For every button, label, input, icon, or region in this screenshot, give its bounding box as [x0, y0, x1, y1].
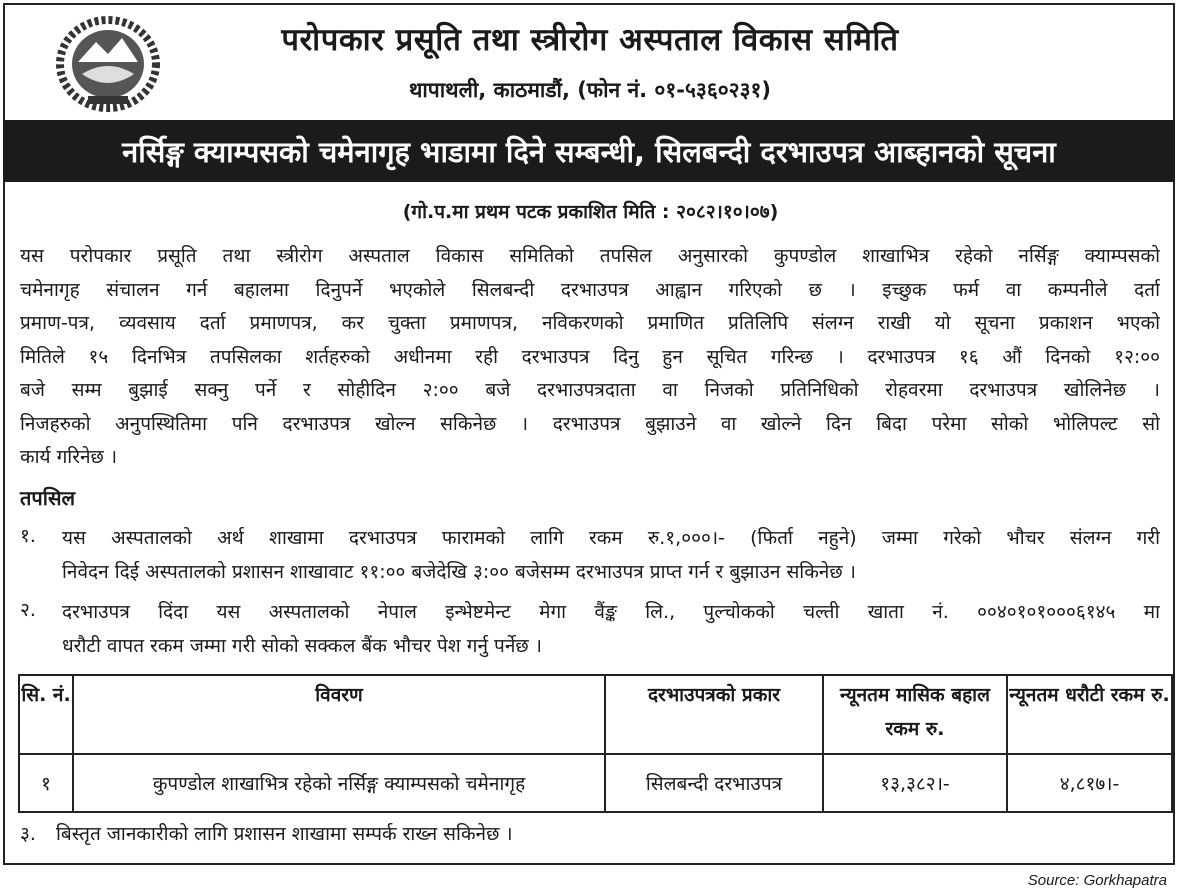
paragraph-line: बजे सम्म बुझाई सक्नु पर्ने र सोहीदिन २:०० बजे दरभाउपत्रदाता वा निजको प्रतिनिधिको रोहवरमा दरभाउपत्र खोलिनेछ ।	[20, 379, 1160, 401]
paragraph-line: प्रमाण-पत्र, व्यवसाय दर्ता प्रमाणपत्र, कर चुक्ता प्रमाणपत्र, नविकरणको प्रमाणित प्रतिलिपि संलग्न राखी यो सूचना प्रकाशन भएको	[20, 312, 1160, 334]
list-item	[20, 522, 1160, 589]
paragraph-line: मितिले १५ दिनभित्र तपसिलका शर्तहरुको अधीनमा रही दरभाउपत्र दिनु हुन सूचित गरिन्छ । दरभाउपत्र १६ औं दिनको १२:००	[20, 345, 1160, 368]
notice-title-band	[3, 120, 1175, 182]
col-header-type: दरभाउपत्रको प्रकार	[605, 675, 823, 754]
col-header-sn: सि. नं.	[19, 675, 73, 754]
notice-title: नर्सिङ्ग क्याम्पसको चमेनागृह भाडामा दिने सम्बन्धी, सिलबन्दी दरभाउपत्र आब्हानको सूचना	[122, 134, 1056, 169]
col-header-min-deposit: न्यूनतम धरौटी रकम रु.	[1007, 675, 1172, 754]
item-line: यस अस्पतालको अर्थ शाखामा दरभाउपत्र फारामको लागि रकम रु.१,०००।- (फिर्ता नहुने) जम्मा गरेको भौचर संलग्न गरी	[62, 527, 1160, 549]
note-item	[20, 820, 513, 846]
cell-min-deposit: ४,८१७।-	[1007, 754, 1172, 812]
tapasil-heading: तपसिल	[20, 486, 76, 510]
government-emblem-icon	[52, 12, 164, 112]
paragraph-line: कार्य गरिनेछ ।	[20, 446, 118, 468]
item-line: धरौटी वापत रकम जम्मा गरी सोको सक्कल बैंक भौचर पेश गर्नु पर्नेछ ।	[62, 634, 542, 657]
table-row	[19, 754, 1172, 812]
col-header-description: विवरण	[73, 675, 605, 754]
item-line: निवेदन दिई अस्पतालको प्रशासन शाखावाट ११:०० बजेदेखि ३:०० बजेसम्म दरभाउपत्र प्राप्त गर्न र बुझाउन सकिनेछ ।	[62, 560, 856, 583]
item-line: दरभाउपत्र दिंदा यस अस्पतालको नेपाल इन्भेष्टमेन्ट मेगा वैंङ्क लि., पुल्चोकको चल्ती खाता नं. ००४०१०१०००६१४५ मा	[62, 601, 1160, 623]
col-header-min-rent: न्यूनतम मासिक बहाल रकम रु.	[823, 675, 1007, 754]
item-number: २.	[20, 599, 36, 621]
organization-address: थापाथली, काठमाडौं, (फोन नं. ०१-५३६०२३१)	[408, 78, 772, 102]
notice-paragraph	[20, 240, 1160, 475]
note-text: बिस्तृत जानकारीको लागि प्रशासन शाखामा सम्पर्क राख्न सकिनेछ ।	[55, 823, 513, 845]
item-number: ३.	[20, 823, 36, 845]
paragraph-line: निजहरुको अनुपस्थितिमा पनि दरभाउपत्र खोल्न सकिनेछ । दरभाउपत्र बुझाउने वा खोल्ने दिन बिदा परेमा सोको भोलिपल्ट सो	[20, 412, 1160, 435]
paragraph-line: यस परोपकार प्रसूति तथा स्त्रीरोग अस्पताल विकास समितिको तपसिल अनुसारको कुपण्डोल शाखाभित्र रहेको नर्सिङ्ग क्याम्पसको	[20, 245, 1160, 267]
organization-name: परोपकार प्रसूति तथा स्त्रीरोग अस्पताल विकास समिति	[281, 22, 899, 58]
tender-table	[18, 674, 1173, 813]
source-credit: Source: Gorkhapatra	[1027, 872, 1167, 889]
list-item	[20, 596, 1160, 663]
cell-description: कुपण्डोल शाखाभित्र रहेको नर्सिङ्ग क्याम्पसको चमेनागृह	[73, 754, 605, 812]
table-header-row	[19, 675, 1172, 754]
cell-sn: १	[19, 754, 73, 812]
paragraph-line: चमेनागृह संचालन गर्न बहालमा दिनुपर्ने भएकोले सिलबन्दी दरभाउपत्र आह्वान गरिएको छ । इच्छुक फर्म वा कम्पनीले दर्ता	[20, 278, 1160, 301]
cell-type: सिलबन्दी दरभाउपत्र	[605, 754, 823, 812]
item-number: १.	[20, 525, 36, 547]
publish-date: (गो.प.मा प्रथम पटक प्रकाशित मिति : २०८२।१०।०७)	[402, 201, 779, 223]
cell-min-rent: १३,३८२।-	[823, 754, 1007, 812]
